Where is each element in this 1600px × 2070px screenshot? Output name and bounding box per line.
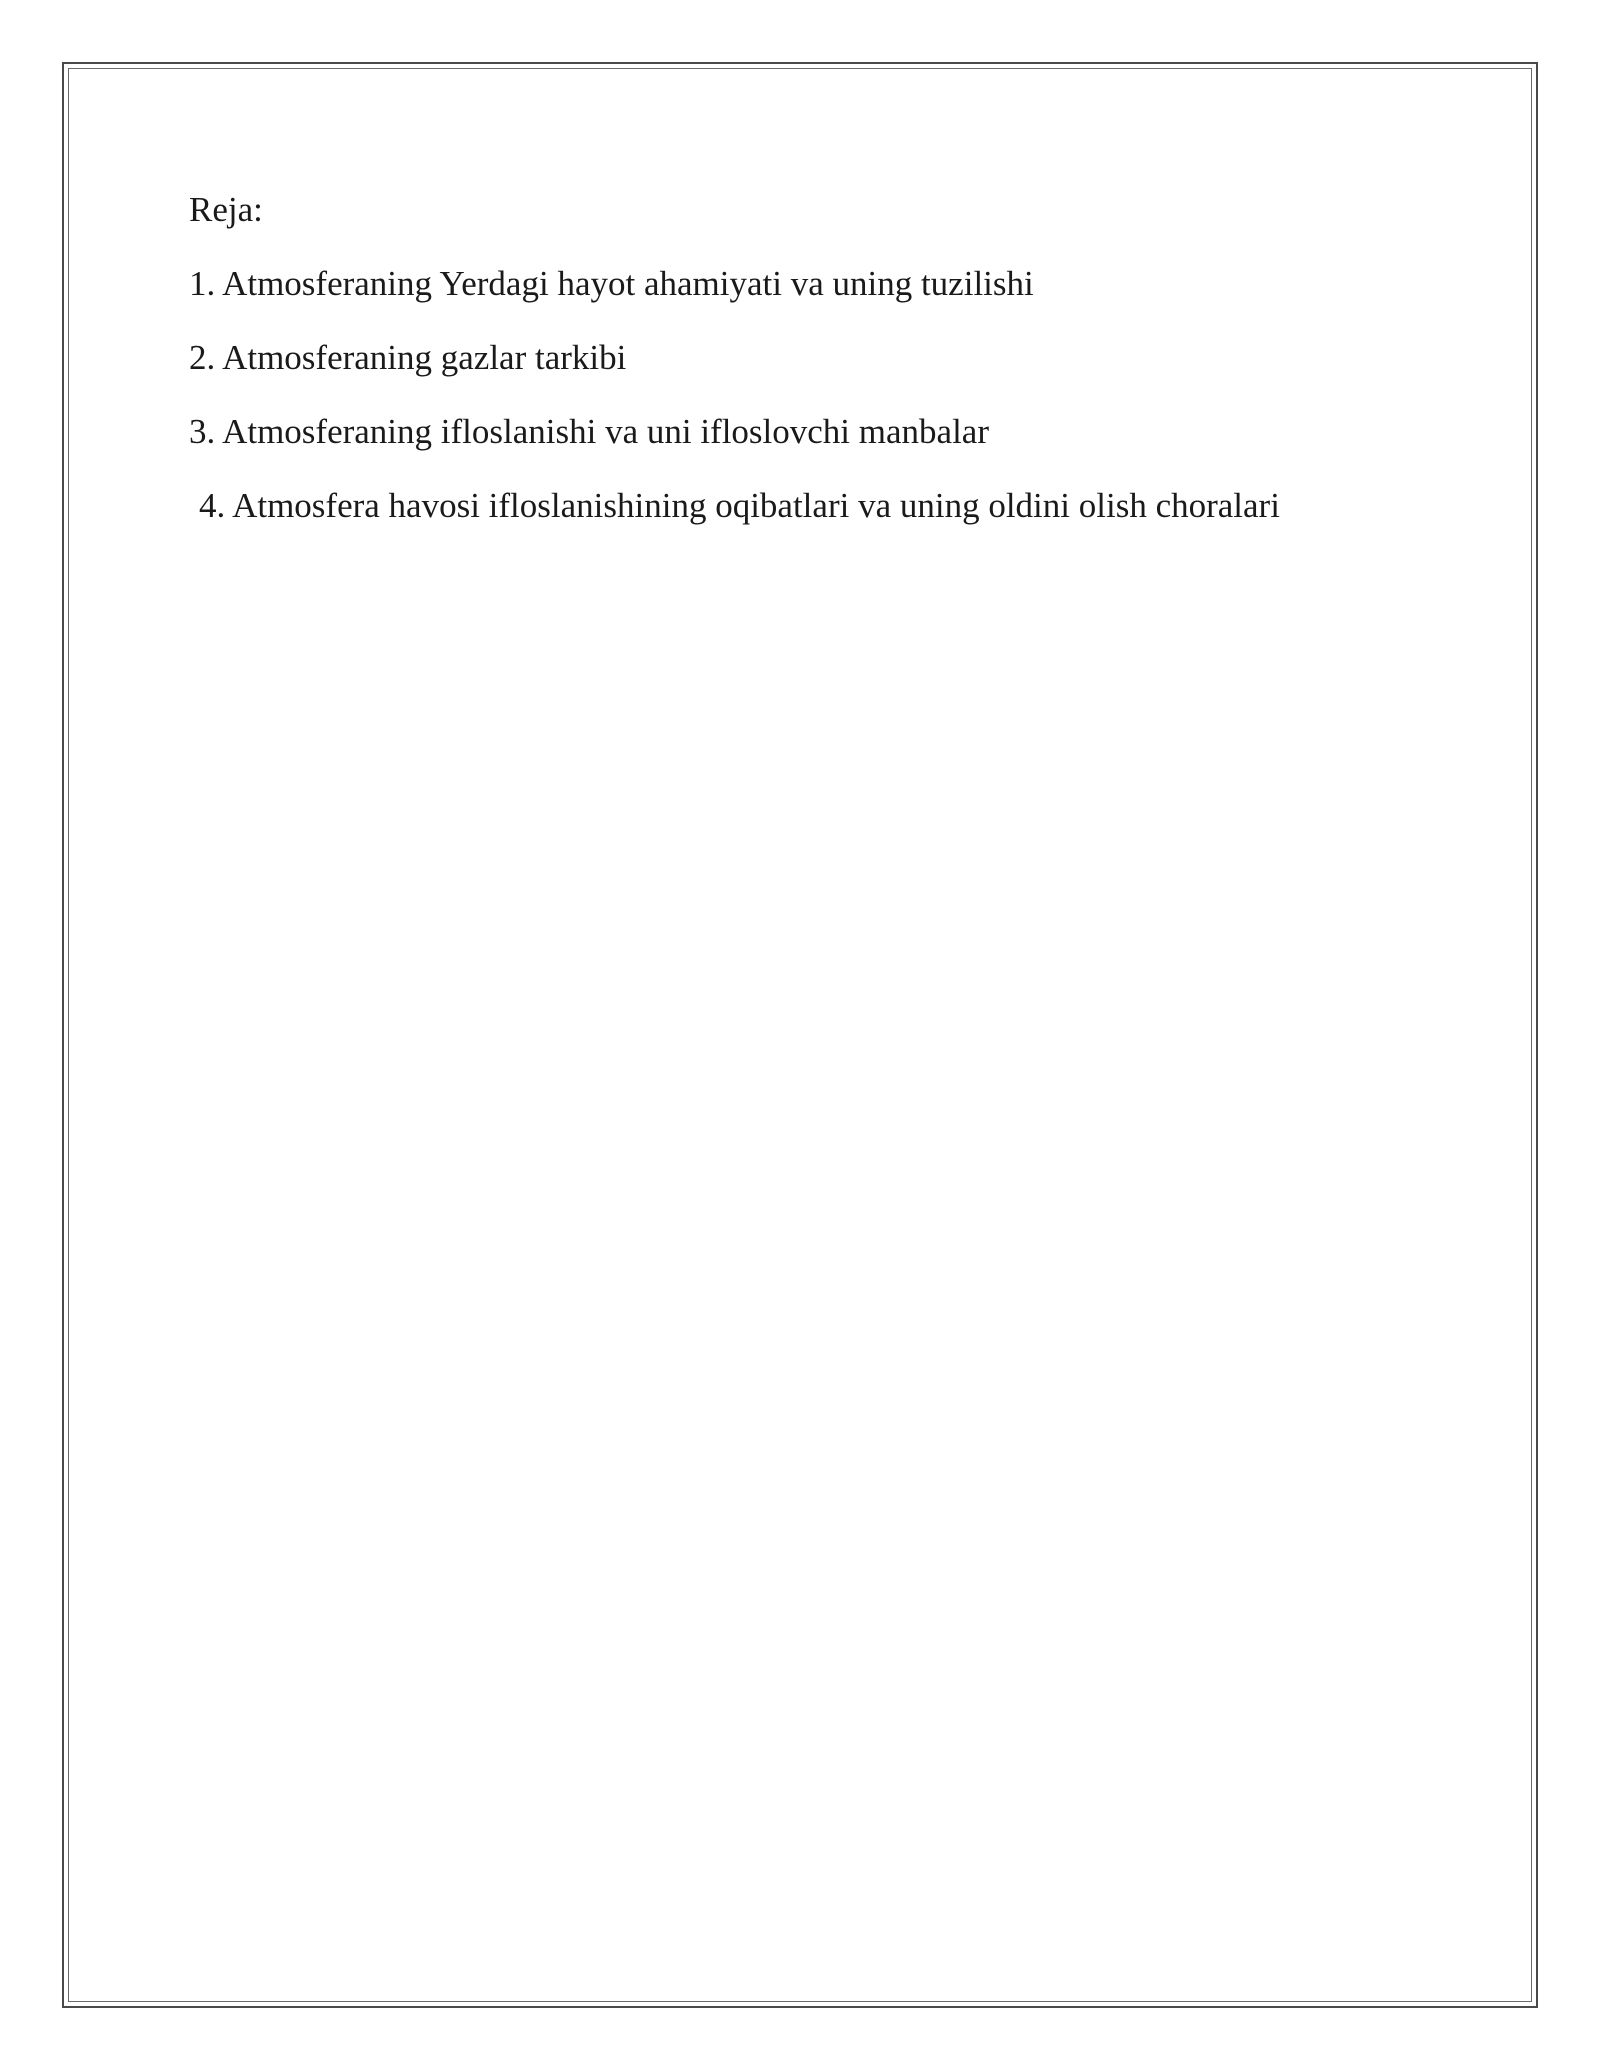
plan-item-4: 4. Atmosfera havosi ifloslanishining oqibatlari va uning oldini olish choralari (199, 486, 1280, 525)
plan-item-1: 1. Atmosferaning Yerdagi hayot ahamiyati va uning tuzilishi (189, 264, 1034, 303)
plan-item-2: 2. Atmosferaning gazlar tarkibi (189, 338, 627, 377)
plan-item-3: 3. Atmosferaning ifloslanishi va uni ifloslovchi manbalar (189, 412, 989, 451)
plan-title: Reja: (189, 190, 263, 229)
document-content (189, 186, 1439, 530)
plan-list (189, 260, 1439, 530)
